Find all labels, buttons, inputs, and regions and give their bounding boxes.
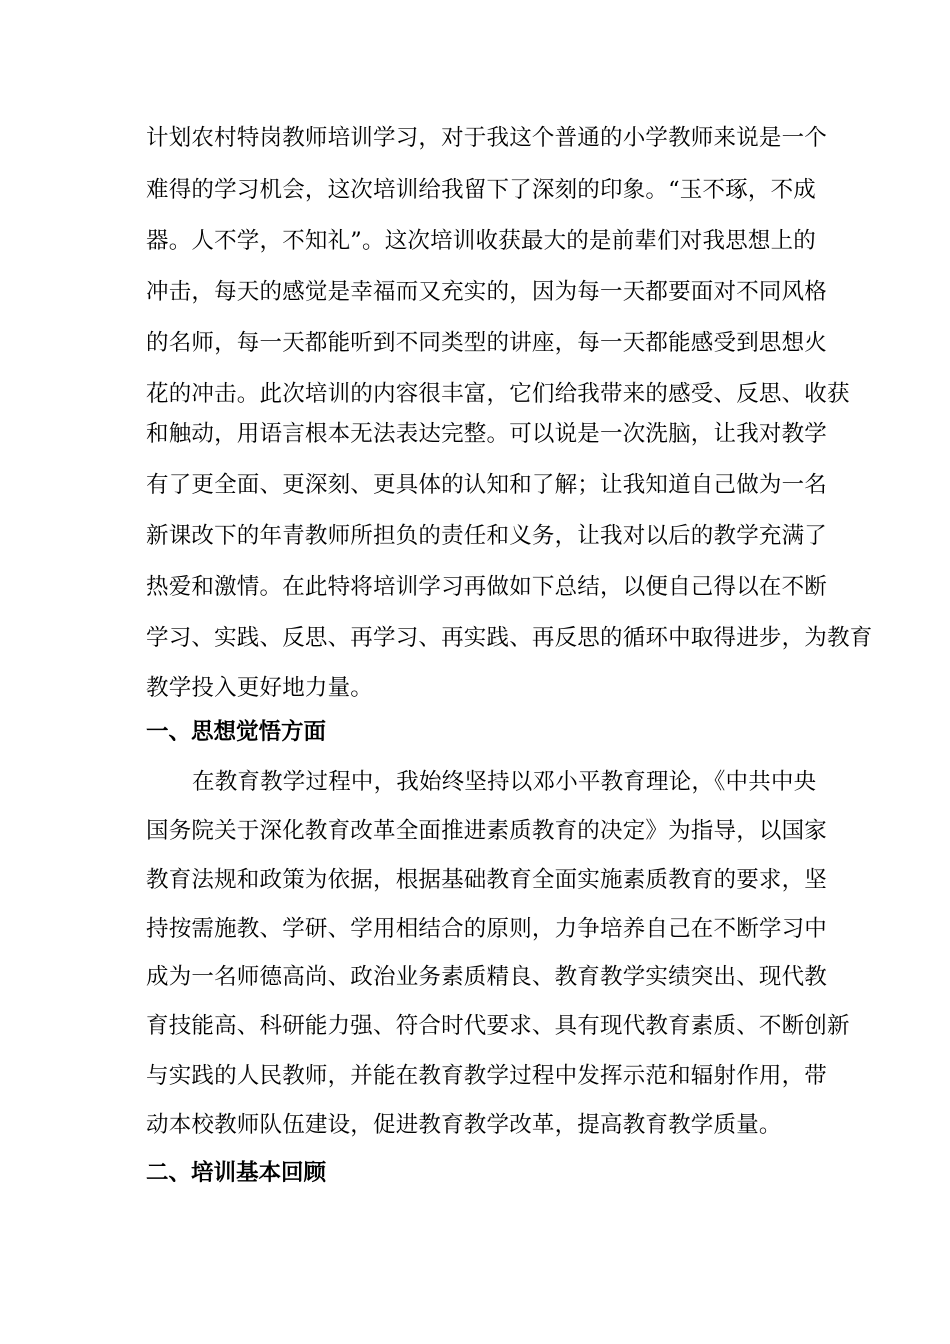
paragraph-line: 热爱和激情。在此特将培训学习再做如下总结，以便自己得以在不断 (146, 574, 828, 600)
paragraph-line: 与实践的人民教师，并能在教育教学过程中发挥示范和辐射作用，带 (146, 1063, 828, 1089)
paragraph-line: 有了更全面、更深刻、更具体的认知和了解；让我知道自己做为一名 (146, 472, 828, 498)
paragraph-line: 的名师，每一天都能听到不同类型的讲座，每一天都能感受到思想火 (146, 330, 828, 356)
paragraph-line: 学习、实践、反思、再学习、再实践、再反思的循环中取得进步，为教育 (146, 625, 873, 651)
paragraph-line: 新课改下的年青教师所担负的责任和义务，让我对以后的教学充满了 (146, 523, 828, 549)
paragraph-line: 成为一名师德高尚、政治业务素质精良、教育教学实绩突出、现代教 (146, 964, 828, 990)
section-heading: 一、思想觉悟方面 (146, 719, 327, 745)
paragraph-line: 持按需施教、学研、学用相结合的原则，力争培养自己在不断学习中 (146, 916, 828, 942)
paragraph-line: 国务院关于深化教育改革全面推进素质教育的决定》为指导，以国家 (146, 818, 828, 844)
paragraph-line: 和触动，用语言根本无法表达完整。可以说是一次洗脑，让我对教学 (146, 421, 828, 447)
paragraph-line: 在教育教学过程中，我始终坚持以邓小平教育理论，《中共中央 (192, 769, 817, 795)
paragraph-line: 教学投入更好地力量。 (146, 675, 374, 701)
paragraph-line: 器。人不学，不知礼”。这次培训收获最大的是前辈们对我思想上的 (146, 228, 817, 254)
paragraph-line: 冲击，每天的感觉是幸福而又充实的，因为每一天都要面对不同风格 (146, 279, 828, 305)
paragraph-line: 难得的学习机会，这次培训给我留下了深刻的印象。“玉不琢，不成 (146, 177, 817, 203)
paragraph-line: 育技能高、科研能力强、符合时代要求、具有现代教育素质、不断创新 (146, 1013, 850, 1039)
section-heading: 二、培训基本回顾 (146, 1160, 327, 1186)
paragraph-line: 动本校教师队伍建设，促进教育教学改革，提高教育教学质量。 (146, 1112, 782, 1138)
paragraph-line: 计划农村特岗教师培训学习，对于我这个普通的小学教师来说是一个 (146, 125, 828, 151)
paragraph-line: 教育法规和政策为依据，根据基础教育全面实施素质教育的要求，坚 (146, 867, 828, 893)
paragraph-line: 花的冲击。此次培训的内容很丰富，它们给我带来的感受、反思、收获 (146, 381, 850, 407)
